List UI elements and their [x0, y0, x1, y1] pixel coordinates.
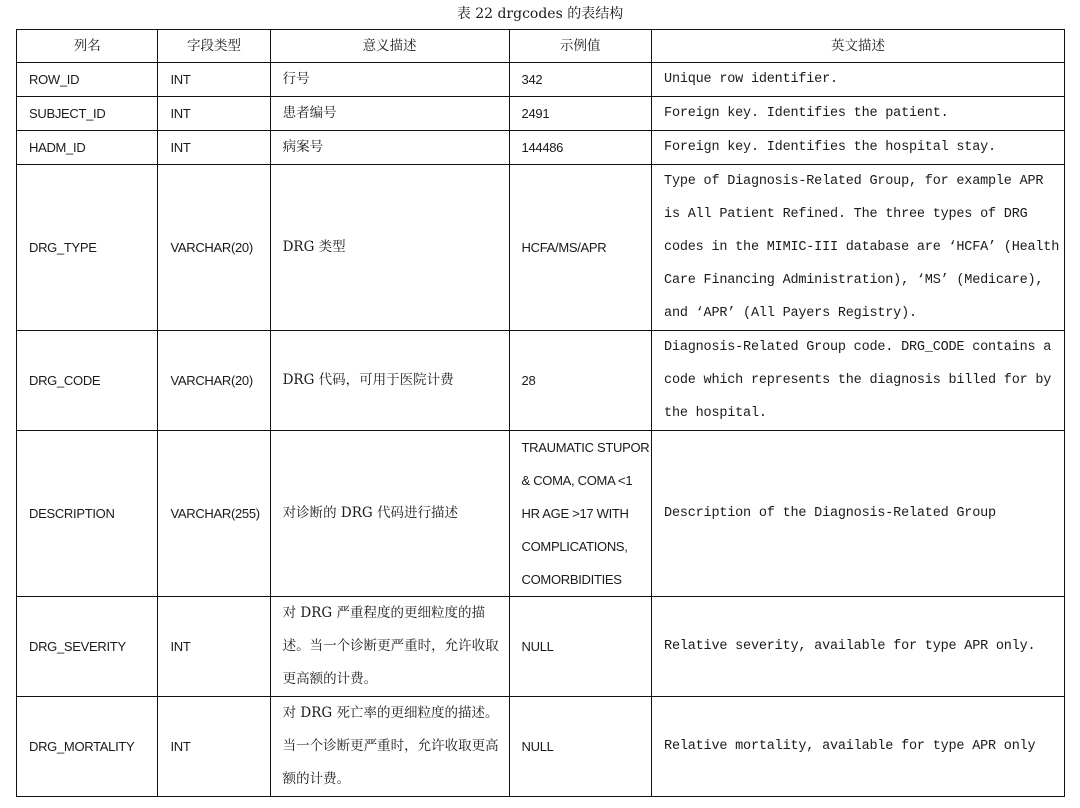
- cell-column: DRG_MORTALITY: [17, 697, 158, 797]
- cell-meaning: 行号: [270, 63, 509, 97]
- cell-column: DRG_CODE: [17, 331, 158, 431]
- cell-example: 144486: [509, 131, 652, 165]
- cell-example: 2491: [509, 97, 652, 131]
- header-column-name: 列名: [17, 30, 158, 63]
- table-row: [17, 165, 1065, 331]
- cell-column: DRG_TYPE: [17, 165, 158, 331]
- cell-example: TRAUMATIC STUPOR & COMA, COMA <1 HR AGE >17 WITH COMPLICATIONS, COMORBIDITIES: [509, 431, 652, 597]
- cell-column: DESCRIPTION: [17, 431, 158, 597]
- cell-type: INT: [158, 97, 270, 131]
- cell-meaning: 对 DRG 死亡率的更细粒度的描述。当一个诊断更严重时，允许收取更高额的计费。: [270, 697, 509, 797]
- cell-meaning: 患者编号: [270, 97, 509, 131]
- cell-meaning: 对诊断的 DRG 代码进行描述: [270, 431, 509, 597]
- cell-english: Foreign key. Identifies the patient.: [652, 97, 1065, 131]
- cell-english: Relative severity, available for type APR only.: [652, 597, 1065, 697]
- header-example: 示例值: [509, 30, 652, 63]
- cell-example: HCFA/MS/APR: [509, 165, 652, 331]
- cell-column: DRG_SEVERITY: [17, 597, 158, 697]
- cell-type: INT: [158, 63, 270, 97]
- table-row: [17, 97, 1065, 131]
- drgcodes-structure-table: [16, 29, 1065, 797]
- cell-type: VARCHAR(20): [158, 331, 270, 431]
- table-row: [17, 697, 1065, 797]
- cell-english: Unique row identifier.: [652, 63, 1065, 97]
- cell-english: Type of Diagnosis-Related Group, for example APR is All Patient Refined. The three types of DRG codes in the MIMIC-III database are ‘HCFA’ (Health Care Financing Administration), ‘MS’ (Medicare), and ‘APR’ (All Payers Registry).: [652, 165, 1065, 331]
- cell-example: 28: [509, 331, 652, 431]
- cell-meaning: 对 DRG 严重程度的更细粒度的描述。当一个诊断更严重时，允许收取更高额的计费。: [270, 597, 509, 697]
- table-row: [17, 597, 1065, 697]
- cell-example: NULL: [509, 697, 652, 797]
- cell-type: VARCHAR(255): [158, 431, 270, 597]
- cell-type: VARCHAR(20): [158, 165, 270, 331]
- table-row: [17, 63, 1065, 97]
- header-meaning: 意义描述: [270, 30, 509, 63]
- cell-type: INT: [158, 697, 270, 797]
- cell-english: Foreign key. Identifies the hospital stay.: [652, 131, 1065, 165]
- cell-meaning: DRG 代码，可用于医院计费: [270, 331, 509, 431]
- table-row: [17, 331, 1065, 431]
- cell-english: Relative mortality, available for type APR only: [652, 697, 1065, 797]
- table-row: [17, 131, 1065, 165]
- cell-column: HADM_ID: [17, 131, 158, 165]
- header-field-type: 字段类型: [158, 30, 270, 63]
- header-row: [17, 30, 1065, 63]
- header-english: 英文描述: [652, 30, 1065, 63]
- cell-type: INT: [158, 131, 270, 165]
- table-row: [17, 431, 1065, 597]
- cell-example: 342: [509, 63, 652, 97]
- cell-english: Diagnosis-Related Group code. DRG_CODE contains a code which represents the diagnosis billed for by the hospital.: [652, 331, 1065, 431]
- table-caption: 表 22 drgcodes 的表结构: [456, 6, 624, 22]
- cell-column: ROW_ID: [17, 63, 158, 97]
- cell-example: NULL: [509, 597, 652, 697]
- cell-english: Description of the Diagnosis-Related Group: [652, 431, 1065, 597]
- cell-type: INT: [158, 597, 270, 697]
- cell-meaning: DRG 类型: [270, 165, 509, 331]
- cell-column: SUBJECT_ID: [17, 97, 158, 131]
- cell-meaning: 病案号: [270, 131, 509, 165]
